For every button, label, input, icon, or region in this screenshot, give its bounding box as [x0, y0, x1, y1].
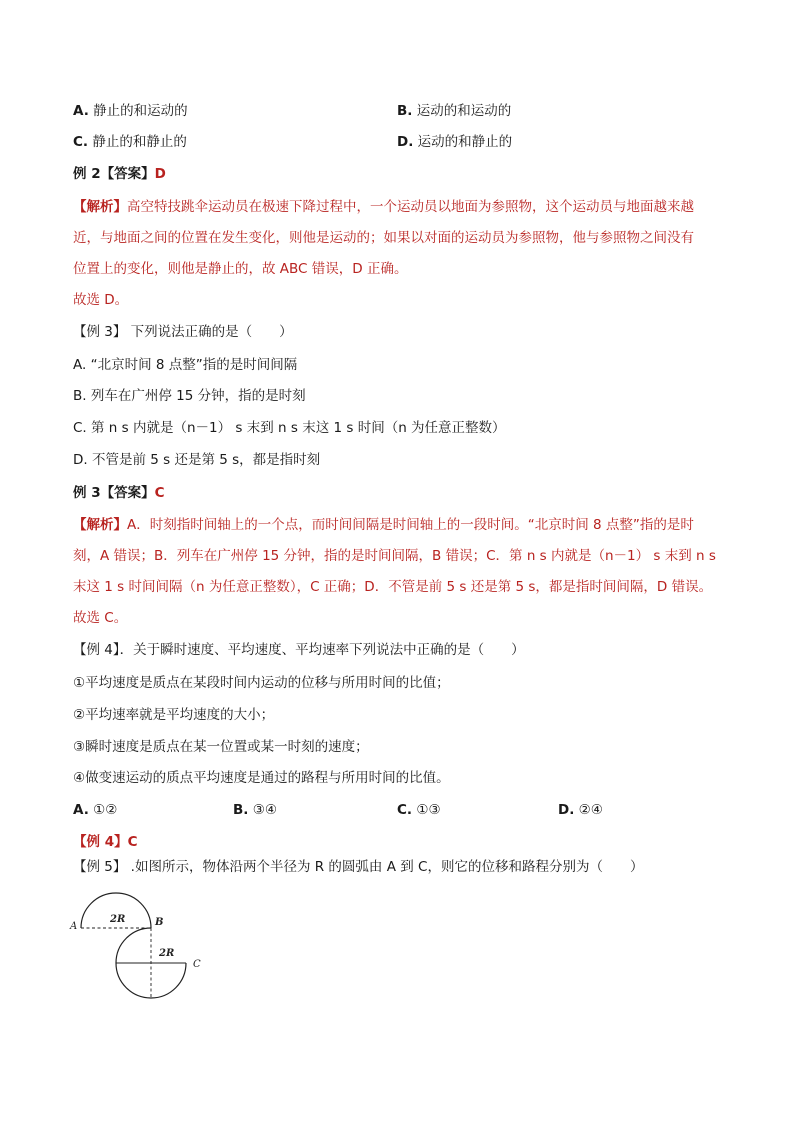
q2-analysis-line-1: 【解析】高空特技跳伞运动员在极速下降过程中，一个运动员以地面为参照物，这个运动员与地面越来越 [73, 199, 694, 215]
q3-question: 【例 3】 下列说法正确的是（ ） [73, 324, 293, 340]
q2-option-b: B. 运动的和运动的 [397, 103, 512, 119]
q2-option-d: D. 运动的和静止的 [397, 134, 513, 150]
q3-option-b: B. 列车在广州停 15 分钟，指的是时刻 [73, 388, 306, 404]
q3-analysis-line-2: 刻，A 错误；B．列车在广州停 15 分钟，指的是时间间隔，B 错误；C．第 n s 内就是（n－1） s 末到 n s [73, 548, 716, 564]
q3-answer: 例 3【答案】C [73, 485, 165, 501]
q3-analysis-line-1: 【解析】A．时刻指时间轴上的一个点，而时间间隔是时间轴上的一段时间。“北京时间 8 点整”指的是时 [73, 517, 694, 533]
q3-option-c: C. 第 n s 内就是（n－1） s 末到 n s 末这 1 s 时间（n 为任意正整数） [73, 420, 506, 436]
point-a-label: A [70, 921, 78, 932]
q4-statement-2: ②平均速率就是平均速度的大小； [73, 707, 275, 723]
point-c-label: C [193, 959, 201, 970]
q2-answer: 例 2【答案】D [73, 166, 166, 182]
q4-statement-4: ④做变速运动的质点平均速度是通过的路程与所用时间的比值。 [73, 770, 450, 786]
q3-conclusion: 故选 C。 [73, 610, 128, 626]
q4-question: 【例 4】．关于瞬时速度、平均速度、平均速率下列说法中正确的是（ ） [73, 642, 525, 658]
q3-analysis-line-3: 末这 1 s 时间间隔（n 为任意正整数），C 正确；D．不管是前 5 s 还是第 5 s，都是指时间间隔，D 错误。 [73, 579, 713, 595]
q4-statement-1: ①平均速度是质点在某段时间内运动的位移与所用时间的比值； [73, 675, 450, 691]
q2-conclusion: 故选 D。 [73, 292, 129, 308]
q2-option-c: C. 静止的和静止的 [73, 134, 187, 150]
q4-option-b: B. ③④ [233, 802, 277, 818]
q3-option-a: A. “北京时间 8 点整”指的是时间间隔 [73, 357, 298, 373]
q2-analysis-line-2: 近，与地面之间的位置在发生变化，则他是运动的；如果以对面的运动员为参照物，他与参照物之间没有 [73, 230, 694, 246]
q2-analysis-line-3: 位置上的变化，则他是静止的，故 ABC 错误，D 正确。 [73, 261, 408, 277]
q3-option-d: D. 不管是前 5 s 还是第 5 s，都是指时刻 [73, 452, 321, 468]
q2-option-a: A. 静止的和运动的 [73, 103, 188, 119]
q4-option-a: A. ①② [73, 802, 118, 818]
upper-2r-label: 2R [110, 914, 126, 925]
q4-statement-3: ③瞬时速度是质点在某一位置或某一时刻的速度； [73, 739, 369, 755]
two-arc-diagram [66, 888, 216, 1013]
q5-question: 【例 5】 .如图所示，物体沿两个半径为 R 的圆弧由 A 到 C，则它的位移和路程分别为（ ） [73, 859, 644, 875]
q4-option-d: D. ②④ [558, 802, 603, 818]
point-b-label: B [155, 917, 164, 928]
lower-2r-label: 2R [159, 948, 175, 959]
q4-option-c: C. ①③ [397, 802, 441, 818]
q4-answer: 【例 4】C [73, 834, 138, 850]
